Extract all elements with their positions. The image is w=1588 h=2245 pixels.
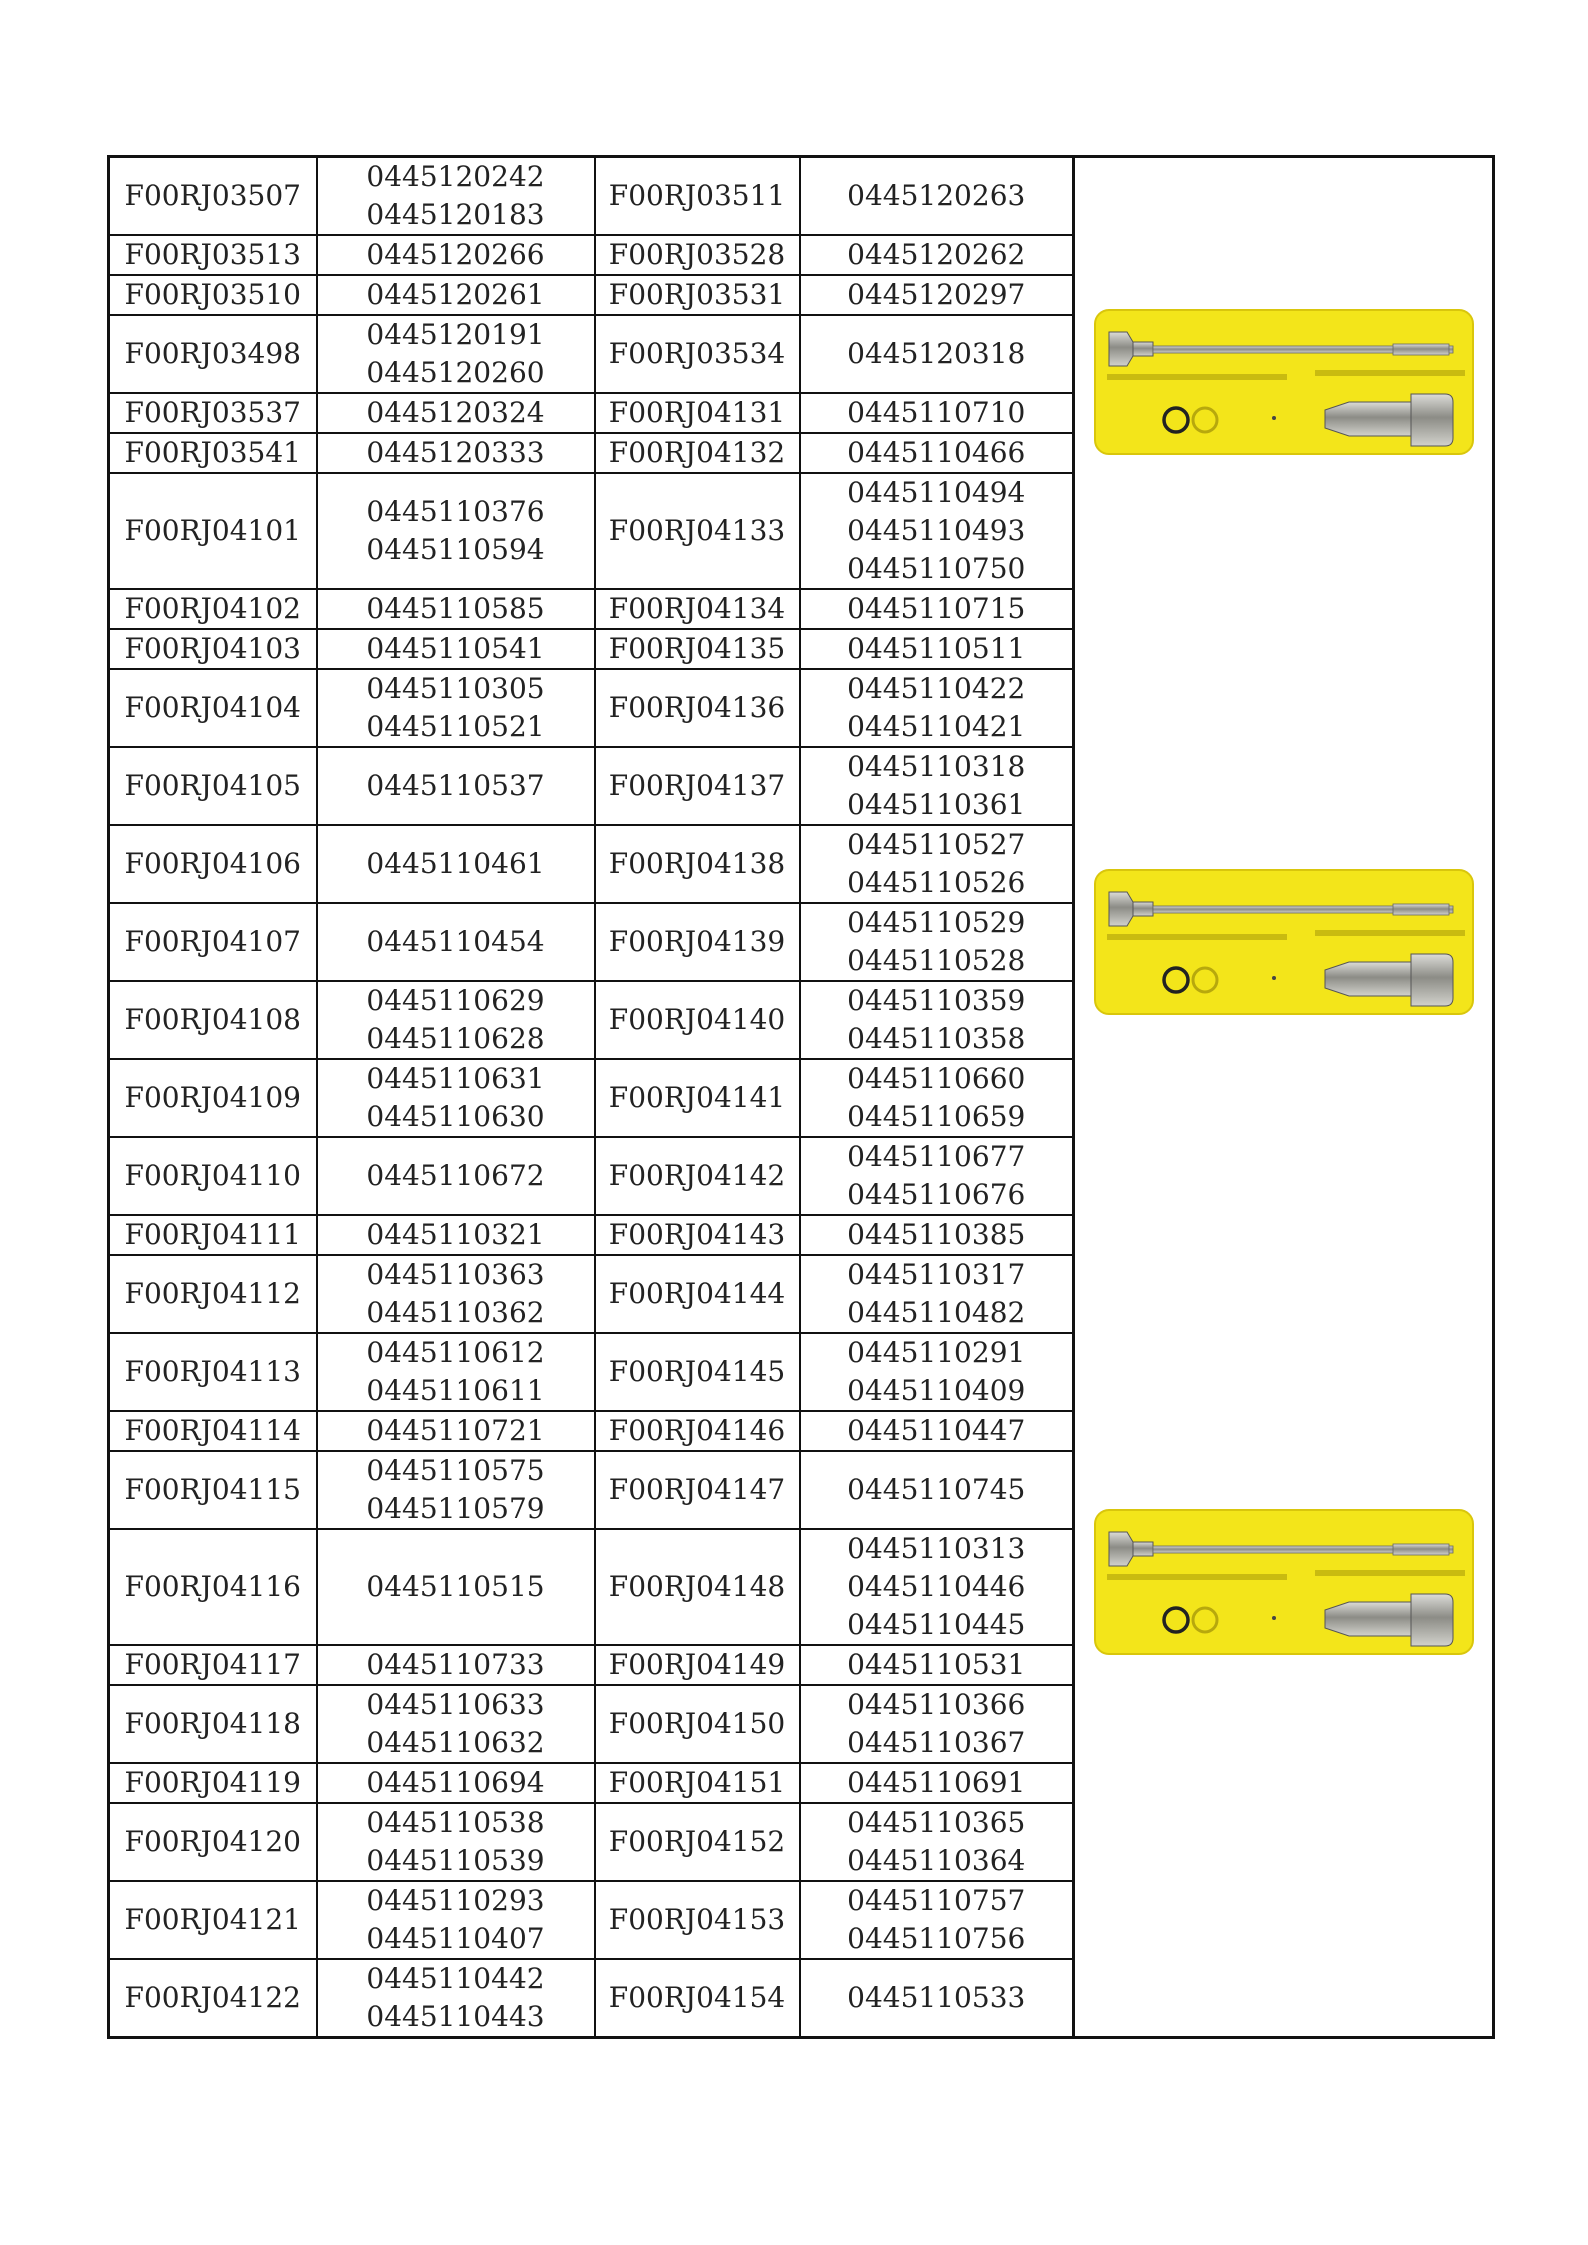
- kit-code: F00RJ03537: [109, 393, 317, 433]
- kit-code: F00RJ04141: [595, 1059, 800, 1137]
- part-number: 0445110493: [847, 514, 1026, 547]
- injector-numbers: [800, 1059, 1074, 1137]
- part-number: 0445110672: [366, 1159, 545, 1192]
- part-number: 0445110358: [847, 1022, 1026, 1055]
- part-number: 0445110579: [366, 1492, 545, 1525]
- kit-code: F00RJ03528: [595, 235, 800, 275]
- part-number: 0445110594: [366, 533, 545, 566]
- part-number: 0445120261: [366, 278, 545, 311]
- kit-code: F00RJ04132: [595, 433, 800, 473]
- part-number: 0445110362: [366, 1296, 545, 1329]
- part-number: 0445110628: [366, 1022, 545, 1055]
- part-number: 0445110750: [847, 552, 1026, 585]
- part-number: 0445110367: [847, 1726, 1026, 1759]
- part-number: 0445110659: [847, 1100, 1026, 1133]
- injector-numbers: [317, 235, 595, 275]
- injector-numbers: [800, 433, 1074, 473]
- injector-numbers: [317, 1333, 595, 1411]
- injector-numbers: [317, 1529, 595, 1645]
- part-number: 0445110521: [366, 710, 545, 743]
- injector-numbers: [800, 629, 1074, 669]
- part-number: 0445110407: [366, 1922, 545, 1955]
- injector-numbers: [800, 1803, 1074, 1881]
- kit-code: F00RJ03507: [109, 157, 317, 236]
- part-number: 0445110630: [366, 1100, 545, 1133]
- part-number: 0445110466: [847, 436, 1026, 469]
- table-row: [109, 157, 1494, 236]
- kit-code: F00RJ04109: [109, 1059, 317, 1137]
- kit-code: F00RJ04149: [595, 1645, 800, 1685]
- kit-code: F00RJ04118: [109, 1685, 317, 1763]
- injector-numbers: [317, 629, 595, 669]
- injector-numbers: [800, 1881, 1074, 1959]
- part-number: 0445110538: [366, 1806, 545, 1839]
- kit-code: F00RJ04115: [109, 1451, 317, 1529]
- kit-code: F00RJ04113: [109, 1333, 317, 1411]
- kit-code: F00RJ04133: [595, 473, 800, 589]
- kit-code: F00RJ04117: [109, 1645, 317, 1685]
- part-number: 0445110313: [847, 1532, 1026, 1565]
- part-number: 0445110361: [847, 788, 1026, 821]
- kit-code: F00RJ04134: [595, 589, 800, 629]
- part-number: 0445110494: [847, 476, 1026, 509]
- kit-code: F00RJ04140: [595, 981, 800, 1059]
- kit-code: F00RJ04110: [109, 1137, 317, 1215]
- part-number: 0445110376: [366, 495, 545, 528]
- kit-code: F00RJ04102: [109, 589, 317, 629]
- kit-code: F00RJ04131: [595, 393, 800, 433]
- injector-numbers: [800, 1215, 1074, 1255]
- kit-code: F00RJ03531: [595, 275, 800, 315]
- kit-code: F00RJ04116: [109, 1529, 317, 1645]
- kit-code: F00RJ03511: [595, 157, 800, 236]
- injector-numbers: [317, 1411, 595, 1451]
- part-number: 0445120324: [366, 396, 545, 429]
- part-number: 0445110660: [847, 1062, 1026, 1095]
- injector-numbers: [800, 669, 1074, 747]
- injector-numbers: [800, 1529, 1074, 1645]
- injector-numbers: [317, 981, 595, 1059]
- part-number: 0445110526: [847, 866, 1026, 899]
- injector-numbers: [800, 1685, 1074, 1763]
- part-number: 0445110443: [366, 2000, 545, 2033]
- kit-code: F00RJ04143: [595, 1215, 800, 1255]
- part-number: 0445110528: [847, 944, 1026, 977]
- part-number: 0445110629: [366, 984, 545, 1017]
- part-number: 0445110677: [847, 1140, 1026, 1173]
- injector-numbers: [800, 315, 1074, 393]
- part-number: 0445110745: [847, 1473, 1026, 1506]
- part-number: 0445110631: [366, 1062, 545, 1095]
- kit-code: F00RJ04114: [109, 1411, 317, 1451]
- injector-numbers: [317, 747, 595, 825]
- part-number: 0445110363: [366, 1258, 545, 1291]
- part-number: 0445110757: [847, 1884, 1026, 1917]
- injector-numbers: [800, 589, 1074, 629]
- part-number: 0445110446: [847, 1570, 1026, 1603]
- injector-numbers: [317, 669, 595, 747]
- injector-numbers: [317, 315, 595, 393]
- injector-numbers: [800, 1451, 1074, 1529]
- kit-image-column: [1074, 157, 1494, 2038]
- injector-numbers: [317, 1137, 595, 1215]
- kit-code: F00RJ04112: [109, 1255, 317, 1333]
- part-number: 0445110721: [366, 1414, 545, 1447]
- part-number: 0445110482: [847, 1296, 1026, 1329]
- injector-numbers: [800, 473, 1074, 589]
- part-number: 0445110359: [847, 984, 1026, 1017]
- part-number: 0445110447: [847, 1414, 1026, 1447]
- kit-code: F00RJ04104: [109, 669, 317, 747]
- kit-code: F00RJ04146: [595, 1411, 800, 1451]
- part-number: 0445110364: [847, 1844, 1026, 1877]
- kit-code: F00RJ03498: [109, 315, 317, 393]
- injector-numbers: [800, 1333, 1074, 1411]
- part-number: 0445110385: [847, 1218, 1026, 1251]
- part-number: 0445110366: [847, 1688, 1026, 1721]
- part-number: 0445120318: [847, 337, 1026, 370]
- injector-numbers: [317, 1255, 595, 1333]
- part-number: 0445120183: [366, 198, 545, 231]
- kit-code: F00RJ03541: [109, 433, 317, 473]
- kit-code: F00RJ04150: [595, 1685, 800, 1763]
- injector-numbers: [800, 981, 1074, 1059]
- injector-numbers: [800, 235, 1074, 275]
- injector-numbers: [800, 903, 1074, 981]
- injector-numbers: [317, 1451, 595, 1529]
- part-number: 0445110318: [847, 750, 1026, 783]
- part-number: 0445120191: [366, 318, 545, 351]
- part-number: 0445120266: [366, 238, 545, 271]
- injector-numbers: [317, 1959, 595, 2038]
- part-number: 0445110612: [366, 1336, 545, 1369]
- injector-numbers: [800, 275, 1074, 315]
- part-number: 0445110756: [847, 1922, 1026, 1955]
- part-number: 0445110585: [366, 592, 545, 625]
- part-number: 0445110539: [366, 1844, 545, 1877]
- kit-code: F00RJ03513: [109, 235, 317, 275]
- kit-code: F00RJ04122: [109, 1959, 317, 2038]
- kit-code: F00RJ04119: [109, 1763, 317, 1803]
- kit-code: F00RJ04108: [109, 981, 317, 1059]
- injector-numbers: [317, 903, 595, 981]
- part-number: 0445110422: [847, 672, 1026, 705]
- injector-numbers: [317, 1215, 595, 1255]
- part-number: 0445110291: [847, 1336, 1026, 1369]
- kit-code: F00RJ04154: [595, 1959, 800, 2038]
- injector-numbers: [317, 393, 595, 433]
- injector-numbers: [317, 473, 595, 589]
- part-number: 0445110454: [366, 925, 545, 958]
- kit-code: F00RJ04147: [595, 1451, 800, 1529]
- part-number: 0445120260: [366, 356, 545, 389]
- injector-numbers: [317, 825, 595, 903]
- kit-code: F00RJ04138: [595, 825, 800, 903]
- part-number: 0445110694: [366, 1766, 545, 1799]
- part-number: 0445110611: [366, 1374, 545, 1407]
- kit-code: F00RJ04139: [595, 903, 800, 981]
- kit-code: F00RJ04144: [595, 1255, 800, 1333]
- part-number: 0445110676: [847, 1178, 1026, 1211]
- part-number: 0445120242: [366, 160, 545, 193]
- injector-numbers: [317, 157, 595, 236]
- kit-code: F00RJ04105: [109, 747, 317, 825]
- part-number: 0445110691: [847, 1766, 1026, 1799]
- kit-code: F00RJ04142: [595, 1137, 800, 1215]
- injector-numbers: [800, 1255, 1074, 1333]
- part-number: 0445120262: [847, 238, 1026, 271]
- part-number: 0445120333: [366, 436, 545, 469]
- kit-code: F00RJ04145: [595, 1333, 800, 1411]
- part-number: 0445110445: [847, 1608, 1026, 1641]
- kit-code: F00RJ04135: [595, 629, 800, 669]
- injector-numbers: [317, 1763, 595, 1803]
- part-number: 0445120263: [847, 179, 1026, 212]
- part-number: 0445120297: [847, 278, 1026, 311]
- part-number: 0445110442: [366, 1962, 545, 1995]
- kit-code: F00RJ04151: [595, 1763, 800, 1803]
- part-number: 0445110293: [366, 1884, 545, 1917]
- part-number: 0445110531: [847, 1648, 1026, 1681]
- part-number: 0445110527: [847, 828, 1026, 861]
- injector-numbers: [317, 1685, 595, 1763]
- injector-numbers: [800, 157, 1074, 236]
- part-number: 0445110575: [366, 1454, 545, 1487]
- part-number: 0445110365: [847, 1806, 1026, 1839]
- kit-code: F00RJ04148: [595, 1529, 800, 1645]
- part-number: 0445110305: [366, 672, 545, 705]
- part-number: 0445110317: [847, 1258, 1026, 1291]
- kit-code: F00RJ04152: [595, 1803, 800, 1881]
- part-number: 0445110715: [847, 592, 1026, 625]
- injector-numbers: [800, 1959, 1074, 2038]
- kit-code: F00RJ04120: [109, 1803, 317, 1881]
- injector-numbers: [317, 433, 595, 473]
- kit-code: F00RJ03510: [109, 275, 317, 315]
- kit-code: F00RJ04153: [595, 1881, 800, 1959]
- parts-table: [107, 155, 1495, 2039]
- kit-code: F00RJ04107: [109, 903, 317, 981]
- part-number: 0445110529: [847, 906, 1026, 939]
- injector-numbers: [317, 1881, 595, 1959]
- injector-numbers: [317, 1059, 595, 1137]
- injector-numbers: [800, 825, 1074, 903]
- injector-numbers: [800, 1763, 1074, 1803]
- injector-numbers: [317, 1803, 595, 1881]
- injector-numbers: [800, 1411, 1074, 1451]
- part-number: 0445110421: [847, 710, 1026, 743]
- injector-numbers: [317, 275, 595, 315]
- kit-code: F00RJ04106: [109, 825, 317, 903]
- injector-numbers: [800, 1137, 1074, 1215]
- part-number: 0445110632: [366, 1726, 545, 1759]
- injector-numbers: [317, 589, 595, 629]
- part-number: 0445110633: [366, 1688, 545, 1721]
- part-number: 0445110533: [847, 1981, 1026, 2014]
- injector-numbers: [800, 747, 1074, 825]
- injector-numbers: [800, 393, 1074, 433]
- part-number: 0445110511: [847, 632, 1026, 665]
- kit-code: F00RJ04137: [595, 747, 800, 825]
- part-number: 0445110515: [366, 1570, 545, 1603]
- part-number: 0445110461: [366, 847, 545, 880]
- valve-nozzle-kit-photo: [1093, 868, 1475, 1016]
- kit-code: F00RJ04111: [109, 1215, 317, 1255]
- part-number: 0445110733: [366, 1648, 545, 1681]
- kit-code: F00RJ03534: [595, 315, 800, 393]
- part-number: 0445110710: [847, 396, 1026, 429]
- part-number: 0445110537: [366, 769, 545, 802]
- valve-nozzle-kit-photo: [1093, 308, 1475, 456]
- kit-code: F00RJ04103: [109, 629, 317, 669]
- valve-nozzle-kit-photo: [1093, 1508, 1475, 1656]
- kit-code: F00RJ04136: [595, 669, 800, 747]
- part-number: 0445110541: [366, 632, 545, 665]
- kit-code: F00RJ04101: [109, 473, 317, 589]
- injector-numbers: [317, 1645, 595, 1685]
- kit-code: F00RJ04121: [109, 1881, 317, 1959]
- part-number: 0445110409: [847, 1374, 1026, 1407]
- part-number: 0445110321: [366, 1218, 545, 1251]
- injector-numbers: [800, 1645, 1074, 1685]
